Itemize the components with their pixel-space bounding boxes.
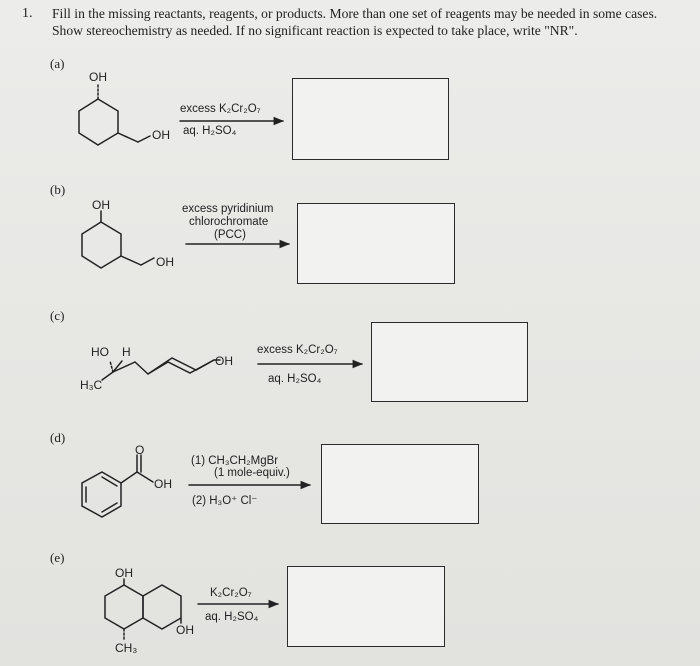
atom-e-oh-top: OH	[115, 566, 133, 580]
molecule-a	[79, 70, 283, 145]
reagent-e-2: aq. H₂SO₄	[205, 611, 259, 623]
atom-b-oh-right: OH	[156, 255, 174, 269]
bond-c-ch3	[102, 372, 113, 380]
reagent-b-3: (PCC)	[214, 229, 246, 241]
hash-c	[110, 361, 113, 372]
atom-e-ch3: CH₃	[115, 641, 138, 655]
reagent-d-2: (1 mole-equiv.)	[214, 467, 290, 479]
benzene-inner-2	[102, 503, 117, 512]
reagent-a-2: aq. H₂SO₄	[183, 125, 237, 137]
ring-e-left	[105, 585, 143, 629]
atom-d-oh: OH	[154, 477, 172, 491]
bond-c-chain2	[135, 362, 148, 374]
atom-c-h: H	[122, 345, 131, 359]
part-label-e: (e)	[50, 550, 65, 565]
molecule-c	[80, 344, 362, 392]
bond-b-oh	[141, 258, 154, 265]
part-label-c: (c)	[50, 308, 65, 323]
instruction-line-2: Show stereochemistry as needed. If no significant reaction is expected to take place, write "NR".	[52, 23, 578, 38]
molecule-d	[82, 443, 310, 517]
part-label-d: (d)	[50, 430, 66, 445]
reagent-c-1: excess K₂Cr₂O₇	[257, 344, 338, 356]
atom-c-oh: OH	[215, 354, 233, 368]
reagent-e-1: K₂Cr₂O₇	[210, 587, 252, 599]
chair-edge	[196, 360, 214, 370]
ring-b	[82, 222, 121, 268]
bond-a-oh	[138, 136, 150, 142]
reagent-b-2: chlorochromate	[189, 216, 269, 228]
benzene-ring-d	[82, 472, 121, 517]
atom-e-oh-bottom: OH	[176, 623, 194, 637]
bond-d-carbonyl	[137, 472, 153, 482]
atom-a-oh-top: OH	[89, 70, 107, 84]
bond-b-c-oh	[121, 256, 141, 265]
atom-d-o: O	[135, 443, 145, 457]
reagent-a-1: excess K₂Cr₂O₇	[180, 103, 261, 115]
atom-a-oh-right: OH	[152, 128, 170, 142]
reagent-d-3: (2) H₃O⁺ Cl⁻	[192, 495, 258, 507]
reagent-d-1: (1) CH₃CH₂MgBr	[191, 455, 279, 467]
atom-c-h3c: H₃C	[80, 378, 103, 392]
part-label-b: (b)	[50, 182, 66, 197]
atom-b-oh-top: OH	[92, 198, 110, 212]
atom-c-ho: HO	[91, 345, 109, 359]
reagent-c-2: aq. H₂SO₄	[268, 373, 322, 385]
molecule-e	[105, 566, 278, 655]
question-number: 1.	[22, 6, 33, 21]
instruction-line-1: Fill in the missing reactants, reagents, or products. More than one set of reagents may be needed in some cases.	[52, 6, 658, 21]
bond-d-ch2	[121, 472, 137, 483]
molecule-b	[82, 198, 289, 269]
ring-a	[79, 99, 118, 145]
benzene-inner-3	[102, 477, 117, 486]
part-label-a: (a)	[50, 56, 65, 71]
reagent-b-1: excess pyridinium	[182, 203, 274, 215]
bond-a-c-oh	[118, 133, 138, 142]
